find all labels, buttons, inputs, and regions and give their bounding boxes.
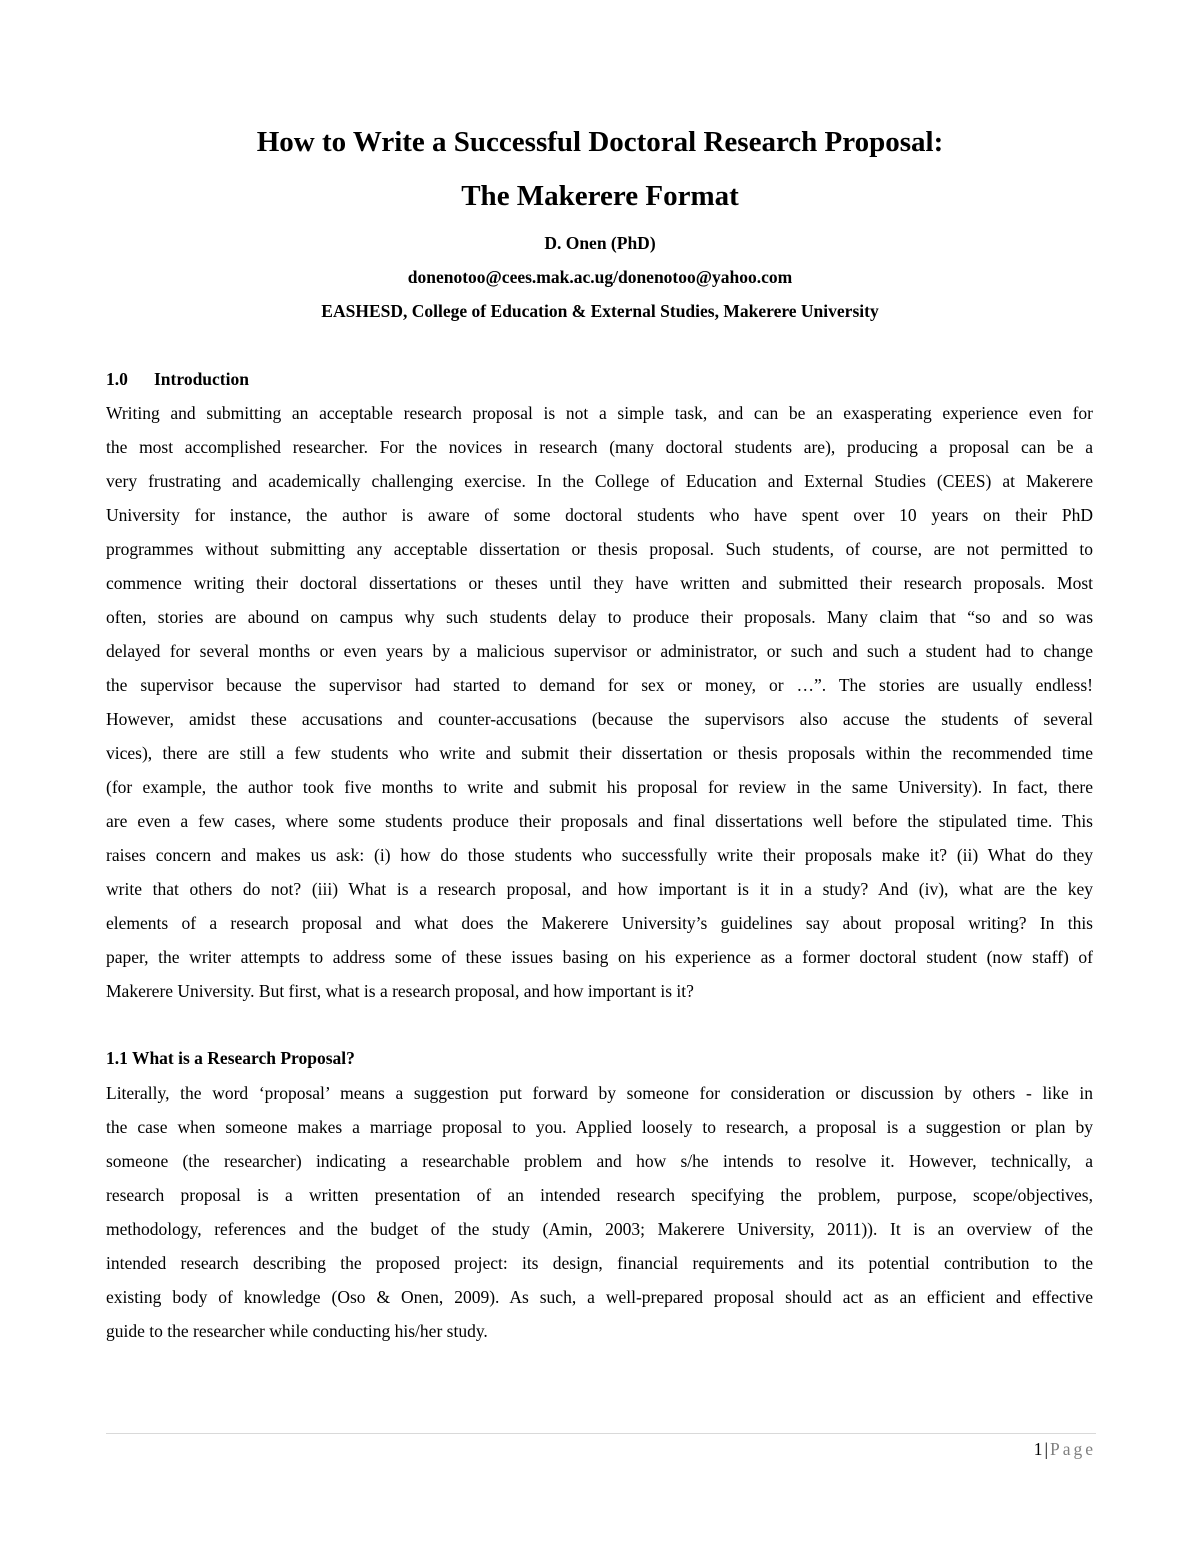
paragraph-line: the case when someone makes a marriage proposal to you. Applied loosely to research, a proposal is a suggestion or plan by (106, 1117, 1093, 1137)
page-number: 1 (1033, 1439, 1043, 1459)
author-email: donenotoo@cees.mak.ac.ug/donenotoo@yahoo.com (407, 267, 793, 287)
paragraph-line: write that others do not? (iii) What is a research proposal, and how important is it in a study? And (iv), what are the key (106, 879, 1093, 899)
paragraph-line: University for instance, the author is aware of some doctoral students who have spent over 10 years on their PhD (106, 505, 1093, 525)
paragraph-line: delayed for several months or even years by a malicious supervisor or administrator, or such and such a student had to change (106, 641, 1093, 661)
paragraph-line: (for example, the author took five months to write and submit his proposal for review in the same University). In fact, there (106, 777, 1093, 797)
what-is-proposal-paragraph (106, 1076, 1093, 1348)
page-label: Page (1049, 1439, 1096, 1459)
paragraph-line: often, stories are abound on campus why such students delay to produce their proposals. Many claim that “so and so was (106, 607, 1093, 627)
section-title: Introduction (154, 369, 249, 389)
paragraph-line: someone (the researcher) indicating a researchable problem and how s/he intends to resolve it. However, technically, a (106, 1151, 1093, 1171)
paragraph-line: methodology, references and the budget of the study (Amin, 2003; Makerere University, 2011)). It is an overview of the (106, 1219, 1093, 1239)
paragraph-line: raises concern and makes us ask: (i) how do those students who successfully write their proposals make it? (ii) What do they (106, 845, 1093, 865)
paragraph-line: intended research describing the proposed project: its design, financial requirements and its potential contribution to the (106, 1253, 1093, 1273)
introduction-paragraph (106, 396, 1093, 1008)
paragraph-line: However, amidst these accusations and counter-accusations (because the supervisors also accuse the students of several (106, 709, 1093, 729)
paragraph-line: are even a few cases, where some students produce their proposals and final dissertations well before the stipulated time. This (106, 811, 1093, 831)
section-title: What is a Research Proposal? (131, 1048, 355, 1068)
paragraph-line: commence writing their doctoral dissertations or theses until they have written and submitted their research proposals. Most (106, 573, 1093, 593)
paragraph-line: Literally, the word ‘proposal’ means a suggestion put forward by someone for consideration or discussion by others - like in (106, 1083, 1093, 1103)
paragraph-line: very frustrating and academically challenging exercise. In the College of Education and External Studies (CEES) at Makerere (106, 471, 1093, 491)
paragraph-line: guide to the researcher while conducting his/her study. (106, 1321, 488, 1341)
author-affiliation: EASHESD, College of Education & External Studies, Makerere University (321, 301, 879, 321)
author-name: D. Onen (PhD) (544, 233, 656, 253)
document-title-line1: How to Write a Successful Doctoral Research Proposal: (256, 126, 944, 158)
footer-divider (106, 1433, 1096, 1434)
paragraph-line: paper, the writer attempts to address some of these issues basing on his experience as a former doctoral student (now staff) of (106, 947, 1093, 967)
page-separator: | (1044, 1439, 1048, 1459)
paragraph-line: programmes without submitting any acceptable dissertation or thesis proposal. Such students, of course, are not permitted to (106, 539, 1093, 559)
paragraph-line: research proposal is a written presentation of an intended research specifying the problem, purpose, scope/objectives, (106, 1185, 1093, 1205)
paragraph-line: Makerere University. But first, what is a research proposal, and how important is it? (106, 981, 694, 1001)
paragraph-line: existing body of knowledge (Oso & Onen, 2009). As such, a well-prepared proposal should act as an efficient and effective (106, 1287, 1093, 1307)
page-footer (1034, 1437, 1096, 1461)
section-number: 1.0 (106, 369, 128, 389)
paragraph-line: the supervisor because the supervisor had started to demand for sex or money, or …”. The stories are usually endless! (106, 675, 1093, 695)
paragraph-line: elements of a research proposal and what does the Makerere University’s guidelines say about proposal writing? In this (106, 913, 1093, 933)
section-heading-introduction (106, 368, 249, 390)
section-heading-what-is-proposal (106, 1047, 355, 1069)
paragraph-line: Writing and submitting an acceptable research proposal is not a simple task, and can be an exasperating experience even for (106, 403, 1093, 423)
paragraph-line: the most accomplished researcher. For the novices in research (many doctoral students are), producing a proposal can be a (106, 437, 1093, 457)
document-title-line2: The Makerere Format (461, 180, 739, 212)
section-number: 1.1 (106, 1048, 128, 1068)
paragraph-line: vices), there are still a few students who write and submit their dissertation or thesis proposals within the recommended time (106, 743, 1093, 763)
